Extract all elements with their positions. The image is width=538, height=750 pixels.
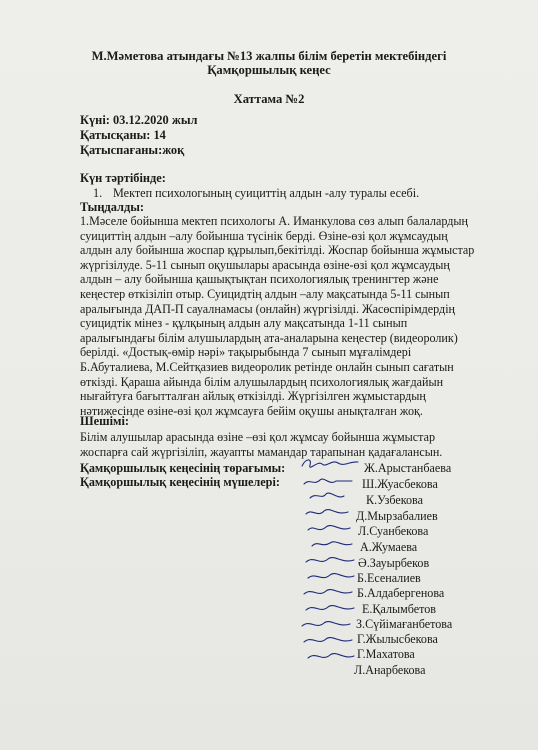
- listened-line: нығайтуға бағытталған айлық өткізілді. Жүргізілген жұмыстардың: [80, 389, 426, 404]
- chair-label: Қамқоршылық кеңесінің төрағымы:: [80, 461, 286, 475]
- listened-body: [80, 214, 480, 418]
- signatory-name: Д.Мырзабалиев: [356, 509, 438, 523]
- agenda-item-text: Мектеп психологының суициттің алдын -алу туралы есебі.: [113, 186, 420, 200]
- title-line-1: М.Мәметова атындағы №13 жалпы білім беретін мектебіндегі: [91, 49, 447, 63]
- signatory-name: Ж.Арыстанбаева: [364, 461, 452, 475]
- signatory-name: Е.Қалымбетов: [362, 602, 437, 616]
- listened-heading: Тыңдалды:: [80, 200, 145, 214]
- listened-line: кеңестер өткізіліп отыр. Суицидтің алдын –алу мақсатында 5-11 сынып: [80, 286, 450, 301]
- document-title: [0, 49, 538, 77]
- listened-line: суициттің алдын –алу бойынша түсінік берді. Өзіне-өзі қол жұмсаудың: [80, 228, 448, 243]
- signatory-name: Г.Жылысбекова: [357, 632, 438, 646]
- agenda-item-number: 1.: [93, 186, 103, 200]
- listened-line: нәтижесінде өзіне-өзі қол жұмсауға бейім оқушы анықталған жоқ.: [80, 403, 423, 418]
- decision-heading: Шешімі:: [80, 414, 130, 428]
- absent-count: Қатыспағаны:жоқ: [80, 143, 185, 157]
- listened-line: Б.Абуталиева, М.Сейтқазиев видеоролик ретінде онлайн сынып сағатын: [80, 359, 454, 374]
- signatory-name: Л.Анарбекова: [354, 663, 426, 677]
- signatory-name: Л.Суанбекова: [358, 524, 429, 538]
- signatory-name: Б.Есеналиев: [357, 571, 421, 585]
- members-label: Қамқоршылық кеңесінің мүшелері:: [80, 475, 280, 489]
- listened-line: өткізді. Қараша айында білім алушылардың психологиялық жағдайын: [80, 374, 444, 389]
- listened-line: алдын алу бойынша жоспар құрылып,бекітілді. Жоспар бойынша жұмыстар: [80, 243, 475, 258]
- protocol-number: Хаттама №2: [233, 92, 305, 106]
- signatory-name: Ә.Зауырбеков: [358, 556, 430, 570]
- listened-line: жүргізілуде. 5-11 сынып оқушылары арасында өзіне-өзі қол жұмсаудың: [80, 257, 450, 272]
- decision-line: Білім алушылар арасында өзіне –өзі қол жұмсау бойынша жұмыстар: [80, 430, 436, 444]
- listened-line: берілді. «Достық-өмір нәрі» тақырыбында 7 сынып мұғалімдері: [80, 345, 412, 360]
- signatory-name: З.Сүйімағанбетова: [356, 617, 453, 631]
- agenda-heading: Күн тәртібінде:: [80, 171, 166, 185]
- agenda-item: [93, 186, 419, 201]
- meeting-date: Күні: 03.12.2020 жыл: [80, 113, 198, 127]
- listened-line: алдын – алу бойынша қашықтықтан психологиялық тренингтер және: [80, 272, 439, 287]
- decision-line: жоспарға сай жүргізіліп, жауапты мамандар тарапынан қадағалансын.: [80, 444, 443, 459]
- signatory-name: Ш.Жуасбекова: [362, 477, 438, 491]
- signatory-name: К.Узбекова: [366, 493, 423, 507]
- listened-line: суицидтік мінез - құлқының алдын алу мақсатында 1-11 сынып: [80, 316, 408, 331]
- present-count: Қатысқаны: 14: [80, 128, 166, 142]
- listened-line: аралығында ДАП-П сауалнамасы (онлайн) жүргізілді. Жасөспірімдердің: [80, 301, 456, 316]
- title-line-2: Қамқоршылық кеңес: [207, 63, 331, 77]
- signatory-name: Б.Алдабергенова: [357, 586, 445, 600]
- listened-line: 1.Мәселе бойынша мектеп психологы А. Иманкулова сөз алып балалардың: [80, 214, 469, 228]
- decision-body: [80, 430, 442, 459]
- listened-line: аралығындағы білім алушылардың ата-аналарына кеңестер (видеоролик): [80, 330, 458, 345]
- signatory-name: А.Жумаева: [360, 540, 418, 554]
- signatory-name: Г.Махатова: [357, 647, 415, 661]
